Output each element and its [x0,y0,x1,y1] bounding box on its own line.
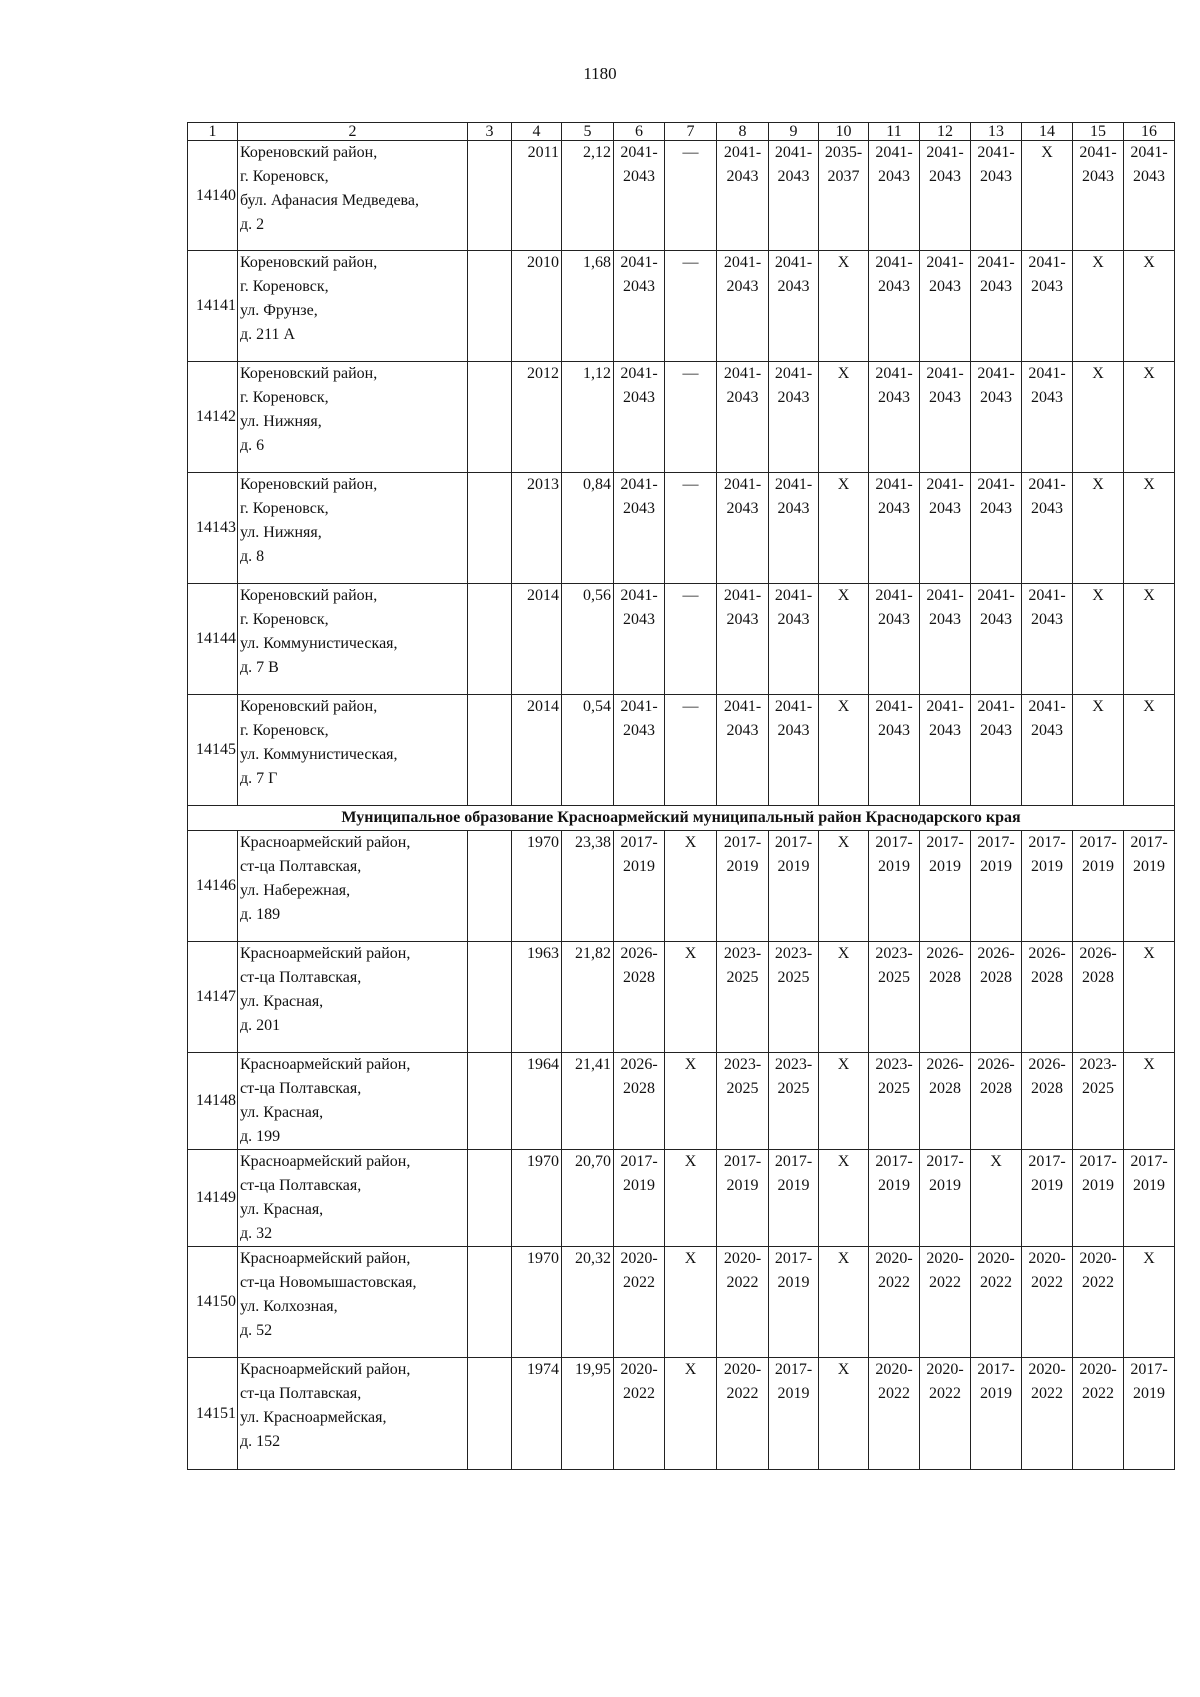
period-cell-col-14: 2041- 2043 [1022,584,1073,695]
year-cell: 1964 [512,1053,562,1150]
period-cell-col-14: 2041- 2043 [1022,251,1073,362]
period-cell-col-11: 2041- 2043 [869,584,920,695]
row-number: 14148 [188,1053,238,1150]
period-cell-col-9: 2023- 2025 [769,1053,819,1150]
period-cell-col-11: 2041- 2043 [869,362,920,473]
address-cell: Кореновский район, г. Кореновск, ул. Нижняя, д. 6 [238,362,468,473]
period-cell-col-16: Х [1124,942,1175,1053]
column-number-2: 2 [238,123,468,141]
address-cell: Красноармейский район, ст-ца Полтавская, ул. Красноармейская, д. 152 [238,1358,468,1470]
section-title: Муниципальное образование Красноармейский муниципальный район Краснодарского края [188,806,1175,831]
period-cell-col-13: 2041- 2043 [971,362,1022,473]
value-cell: 20,32 [562,1247,614,1358]
column-3-cell [468,831,512,942]
period-cell-col-15: 2017- 2019 [1073,1150,1124,1247]
column-number-13: 13 [971,123,1022,141]
column-number-4: 4 [512,123,562,141]
period-cell-col-10: Х [819,1358,869,1470]
page-number: 1180 [583,64,617,83]
value-cell: 19,95 [562,1358,614,1470]
period-cell-col-8: 2041- 2043 [717,251,769,362]
period-cell-col-12: 2041- 2043 [920,695,971,806]
table-row [188,1053,1175,1150]
address-cell: Кореновский район, г. Кореновск, ул. Фрунзе, д. 211 А [238,251,468,362]
period-cell-col-14: 2020- 2022 [1022,1247,1073,1358]
period-cell-col-16: 2017- 2019 [1124,831,1175,942]
period-cell-col-9: 2041- 2043 [769,251,819,362]
period-cell-col-10: Х [819,362,869,473]
address-cell: Кореновский район, г. Кореновск, ул. Нижняя, д. 8 [238,473,468,584]
table-row [188,695,1175,806]
column-number-row [188,123,1175,141]
year-cell: 2014 [512,695,562,806]
year-cell: 1974 [512,1358,562,1470]
period-cell-col-16: Х [1124,362,1175,473]
year-cell: 1970 [512,1150,562,1247]
period-cell-col-13: 2041- 2043 [971,251,1022,362]
period-cell-col-15: Х [1073,584,1124,695]
column-number-7: 7 [665,123,717,141]
period-cell-col-14: 2026- 2028 [1022,1053,1073,1150]
period-cell-col-6: 2041- 2043 [614,584,665,695]
period-cell-col-8: 2017- 2019 [717,831,769,942]
period-cell-col-6: 2026- 2028 [614,1053,665,1150]
period-cell-col-6: 2026- 2028 [614,942,665,1053]
address-cell: Красноармейский район, ст-ца Полтавская, ул. Набережная, д. 189 [238,831,468,942]
table-row [188,1358,1175,1470]
value-cell: 0,56 [562,584,614,695]
column-number-6: 6 [614,123,665,141]
period-cell-col-7: Х [665,942,717,1053]
column-number-3: 3 [468,123,512,141]
period-cell-col-14: 2026- 2028 [1022,942,1073,1053]
period-cell-col-15: 2023- 2025 [1073,1053,1124,1150]
column-3-cell [468,1150,512,1247]
year-cell: 1970 [512,831,562,942]
period-cell-col-16: Х [1124,1053,1175,1150]
period-cell-col-11: 2023- 2025 [869,942,920,1053]
period-cell-col-11: 2020- 2022 [869,1358,920,1470]
column-3-cell [468,942,512,1053]
period-cell-col-14: 2041- 2043 [1022,473,1073,584]
period-cell-col-10: Х [819,1053,869,1150]
year-cell: 1970 [512,1247,562,1358]
period-cell-col-10: Х [819,942,869,1053]
period-cell-col-10: Х [819,695,869,806]
period-cell-col-12: 2017- 2019 [920,1150,971,1247]
period-cell-col-7: — [665,584,717,695]
row-number: 14145 [188,695,238,806]
period-cell-col-6: 2041- 2043 [614,695,665,806]
table-body [188,123,1175,1470]
column-3-cell [468,141,512,251]
period-cell-col-9: 2041- 2043 [769,362,819,473]
value-cell: 2,12 [562,141,614,251]
column-number-14: 14 [1022,123,1073,141]
period-cell-col-13: 2020- 2022 [971,1247,1022,1358]
period-cell-col-9: 2017- 2019 [769,1358,819,1470]
period-cell-col-7: — [665,473,717,584]
period-cell-col-14: 2017- 2019 [1022,831,1073,942]
period-cell-col-7: — [665,362,717,473]
column-3-cell [468,473,512,584]
period-cell-col-8: 2017- 2019 [717,1150,769,1247]
row-number: 14151 [188,1358,238,1470]
period-cell-col-10: Х [819,831,869,942]
period-cell-col-8: 2041- 2043 [717,473,769,584]
column-3-cell [468,1358,512,1470]
column-number-5: 5 [562,123,614,141]
column-3-cell [468,1053,512,1150]
period-cell-col-14: 2041- 2043 [1022,362,1073,473]
section-row [188,806,1175,831]
table-row [188,362,1175,473]
year-cell: 2013 [512,473,562,584]
period-cell-col-16: 2017- 2019 [1124,1150,1175,1247]
period-cell-col-12: 2041- 2043 [920,473,971,584]
period-cell-col-12: 2017- 2019 [920,831,971,942]
period-cell-col-9: 2023- 2025 [769,942,819,1053]
year-cell: 2011 [512,141,562,251]
period-cell-col-14: 2020- 2022 [1022,1358,1073,1470]
period-cell-col-12: 2041- 2043 [920,362,971,473]
period-cell-col-9: 2017- 2019 [769,1150,819,1247]
period-cell-col-13: 2017- 2019 [971,1358,1022,1470]
row-number: 14142 [188,362,238,473]
address-cell: Кореновский район, г. Кореновск, ул. Коммунистическая, д. 7 Г [238,695,468,806]
table-row [188,942,1175,1053]
value-cell: 1,68 [562,251,614,362]
period-cell-col-15: 2020- 2022 [1073,1358,1124,1470]
table-row [188,831,1175,942]
period-cell-col-8: 2020- 2022 [717,1247,769,1358]
period-cell-col-16: Х [1124,695,1175,806]
period-cell-col-11: 2017- 2019 [869,831,920,942]
period-cell-col-9: 2041- 2043 [769,695,819,806]
period-cell-col-6: 2020- 2022 [614,1358,665,1470]
period-cell-col-12: 2020- 2022 [920,1247,971,1358]
period-cell-col-8: 2041- 2043 [717,584,769,695]
year-cell: 2014 [512,584,562,695]
period-cell-col-13: 2041- 2043 [971,141,1022,251]
period-cell-col-6: 2041- 2043 [614,251,665,362]
period-cell-col-16: Х [1124,251,1175,362]
column-3-cell [468,584,512,695]
period-cell-col-13: 2041- 2043 [971,473,1022,584]
row-number: 14140 [188,141,238,251]
row-number: 14141 [188,251,238,362]
period-cell-col-7: — [665,251,717,362]
period-cell-col-11: 2017- 2019 [869,1150,920,1247]
period-cell-col-12: 2026- 2028 [920,1053,971,1150]
address-cell: Кореновский район, г. Кореновск, бул. Афанасия Медведева, д. 2 [238,141,468,251]
register-table [187,122,1175,1470]
period-cell-col-14: 2017- 2019 [1022,1150,1073,1247]
period-cell-col-16: Х [1124,584,1175,695]
period-cell-col-6: 2041- 2043 [614,141,665,251]
period-cell-col-6: 2017- 2019 [614,831,665,942]
period-cell-col-15: 2020- 2022 [1073,1247,1124,1358]
table-row [188,1150,1175,1247]
period-cell-col-15: 2041- 2043 [1073,141,1124,251]
period-cell-col-13: 2017- 2019 [971,831,1022,942]
period-cell-col-15: Х [1073,695,1124,806]
year-cell: 2010 [512,251,562,362]
period-cell-col-7: Х [665,1358,717,1470]
row-number: 14144 [188,584,238,695]
value-cell: 21,82 [562,942,614,1053]
period-cell-col-14: Х [1022,141,1073,251]
period-cell-col-15: Х [1073,251,1124,362]
period-cell-col-9: 2041- 2043 [769,141,819,251]
period-cell-col-8: 2041- 2043 [717,695,769,806]
period-cell-col-12: 2020- 2022 [920,1358,971,1470]
period-cell-col-8: 2041- 2043 [717,362,769,473]
row-number: 14149 [188,1150,238,1247]
value-cell: 0,54 [562,695,614,806]
period-cell-col-7: Х [665,1247,717,1358]
year-cell: 2012 [512,362,562,473]
period-cell-col-16: 2041- 2043 [1124,141,1175,251]
period-cell-col-13: 2041- 2043 [971,695,1022,806]
period-cell-col-8: 2023- 2025 [717,1053,769,1150]
period-cell-col-11: 2041- 2043 [869,473,920,584]
address-cell: Красноармейский район, ст-ца Полтавская, ул. Красная, д. 199 [238,1053,468,1150]
value-cell: 23,38 [562,831,614,942]
value-cell: 0,84 [562,473,614,584]
column-number-1: 1 [188,123,238,141]
row-number: 14147 [188,942,238,1053]
period-cell-col-7: — [665,141,717,251]
period-cell-col-12: 2026- 2028 [920,942,971,1053]
period-cell-col-16: Х [1124,473,1175,584]
period-cell-col-15: Х [1073,362,1124,473]
period-cell-col-9: 2041- 2043 [769,473,819,584]
period-cell-col-10: Х [819,1247,869,1358]
period-cell-col-6: 2017- 2019 [614,1150,665,1247]
address-cell: Красноармейский район, ст-ца Новомышастовская, ул. Колхозная, д. 52 [238,1247,468,1358]
period-cell-col-13: 2026- 2028 [971,942,1022,1053]
period-cell-col-12: 2041- 2043 [920,584,971,695]
period-cell-col-13: 2041- 2043 [971,584,1022,695]
address-cell: Кореновский район, г. Кореновск, ул. Коммунистическая, д. 7 В [238,584,468,695]
period-cell-col-7: Х [665,1150,717,1247]
table-row [188,1247,1175,1358]
period-cell-col-14: 2041- 2043 [1022,695,1073,806]
table-row [188,473,1175,584]
period-cell-col-10: Х [819,473,869,584]
table-row [188,141,1175,251]
table-row [188,584,1175,695]
column-number-12: 12 [920,123,971,141]
period-cell-col-12: 2041- 2043 [920,251,971,362]
period-cell-col-7: Х [665,1053,717,1150]
value-cell: 1,12 [562,362,614,473]
period-cell-col-13: Х [971,1150,1022,1247]
column-number-15: 15 [1073,123,1124,141]
period-cell-col-11: 2041- 2043 [869,141,920,251]
column-number-9: 9 [769,123,819,141]
row-number: 14143 [188,473,238,584]
period-cell-col-8: 2041- 2043 [717,141,769,251]
period-cell-col-6: 2020- 2022 [614,1247,665,1358]
column-3-cell [468,362,512,473]
period-cell-col-8: 2020- 2022 [717,1358,769,1470]
address-cell: Красноармейский район, ст-ца Полтавская, ул. Красная, д. 32 [238,1150,468,1247]
period-cell-col-10: 2035- 2037 [819,141,869,251]
address-cell: Красноармейский район, ст-ца Полтавская, ул. Красная, д. 201 [238,942,468,1053]
period-cell-col-7: — [665,695,717,806]
period-cell-col-9: 2041- 2043 [769,584,819,695]
period-cell-col-10: Х [819,251,869,362]
period-cell-col-6: 2041- 2043 [614,473,665,584]
period-cell-col-10: Х [819,584,869,695]
column-3-cell [468,1247,512,1358]
value-cell: 21,41 [562,1053,614,1150]
period-cell-col-9: 2017- 2019 [769,831,819,942]
period-cell-col-16: 2017- 2019 [1124,1358,1175,1470]
column-number-10: 10 [819,123,869,141]
column-3-cell [468,695,512,806]
period-cell-col-12: 2041- 2043 [920,141,971,251]
period-cell-col-11: 2041- 2043 [869,695,920,806]
period-cell-col-15: 2017- 2019 [1073,831,1124,942]
period-cell-col-9: 2017- 2019 [769,1247,819,1358]
period-cell-col-11: 2023- 2025 [869,1053,920,1150]
period-cell-col-10: Х [819,1150,869,1247]
value-cell: 20,70 [562,1150,614,1247]
period-cell-col-13: 2026- 2028 [971,1053,1022,1150]
row-number: 14146 [188,831,238,942]
period-cell-col-11: 2020- 2022 [869,1247,920,1358]
period-cell-col-7: Х [665,831,717,942]
year-cell: 1963 [512,942,562,1053]
column-number-16: 16 [1124,123,1175,141]
period-cell-col-15: Х [1073,473,1124,584]
column-number-8: 8 [717,123,769,141]
period-cell-col-11: 2041- 2043 [869,251,920,362]
period-cell-col-16: Х [1124,1247,1175,1358]
period-cell-col-8: 2023- 2025 [717,942,769,1053]
row-number: 14150 [188,1247,238,1358]
period-cell-col-6: 2041- 2043 [614,362,665,473]
table-row [188,251,1175,362]
period-cell-col-15: 2026- 2028 [1073,942,1124,1053]
column-number-11: 11 [869,123,920,141]
column-3-cell [468,251,512,362]
